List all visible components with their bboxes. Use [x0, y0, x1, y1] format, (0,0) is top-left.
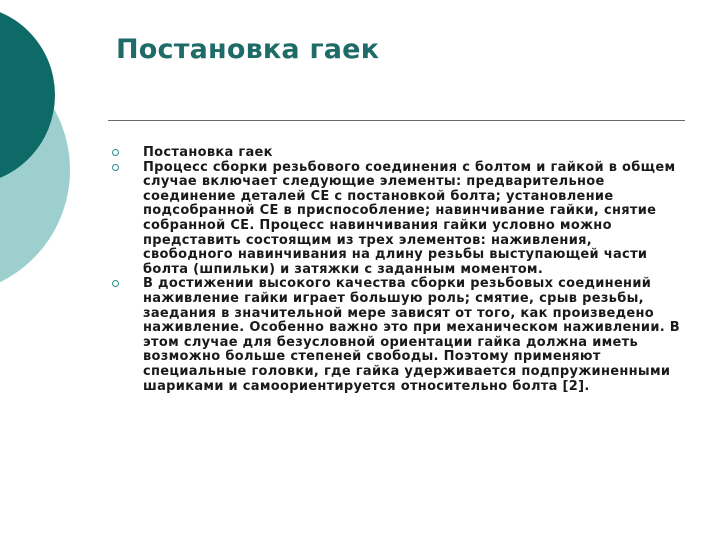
title-divider — [108, 120, 685, 121]
ring-bullet-icon — [112, 164, 119, 171]
bullet-text: Постановка гаек — [143, 145, 273, 160]
bullet-text: В достижении высокого качества сборки резьбовых соединений наживление гайки играет большую роль; смятие, срыв резьбы, заедания в значительной мере зависят от того, как произведено наживление. Особенно важно это при механическом наживлении. В этом случае для безусловной ориентации гайка должна иметь возможно больше степеней свободы. Поэтому применяют специальные головки, где гайка удерживается подпружиненными шариками и самоориентируется относительно болта [2]. — [143, 276, 681, 394]
ring-bullet-icon — [112, 280, 119, 287]
bullet-item — [112, 161, 682, 278]
bullet-item — [112, 277, 682, 394]
ring-bullet-icon — [112, 149, 119, 156]
bullet-list — [112, 146, 682, 394]
bullet-item — [112, 146, 682, 161]
decorative-teal-circles — [0, 0, 90, 300]
slide-title: Постановка гаек — [116, 34, 380, 65]
bullet-text: Процесс сборки резьбового соединения с болтом и гайкой в общем случае включает следующие элементы: предварительное соединение деталей СЕ с постановкой болта; установление подсобранной СЕ в приспособление; навинчивание гайки, снятие собранной СЕ. Процесс навинчивания гайки условно можно представить состоящим из трех элементов: наживления, свободного навинчивания на длину резьбы выступающей части болта (шпильки) и затяжки с заданным моментом. — [143, 159, 676, 277]
